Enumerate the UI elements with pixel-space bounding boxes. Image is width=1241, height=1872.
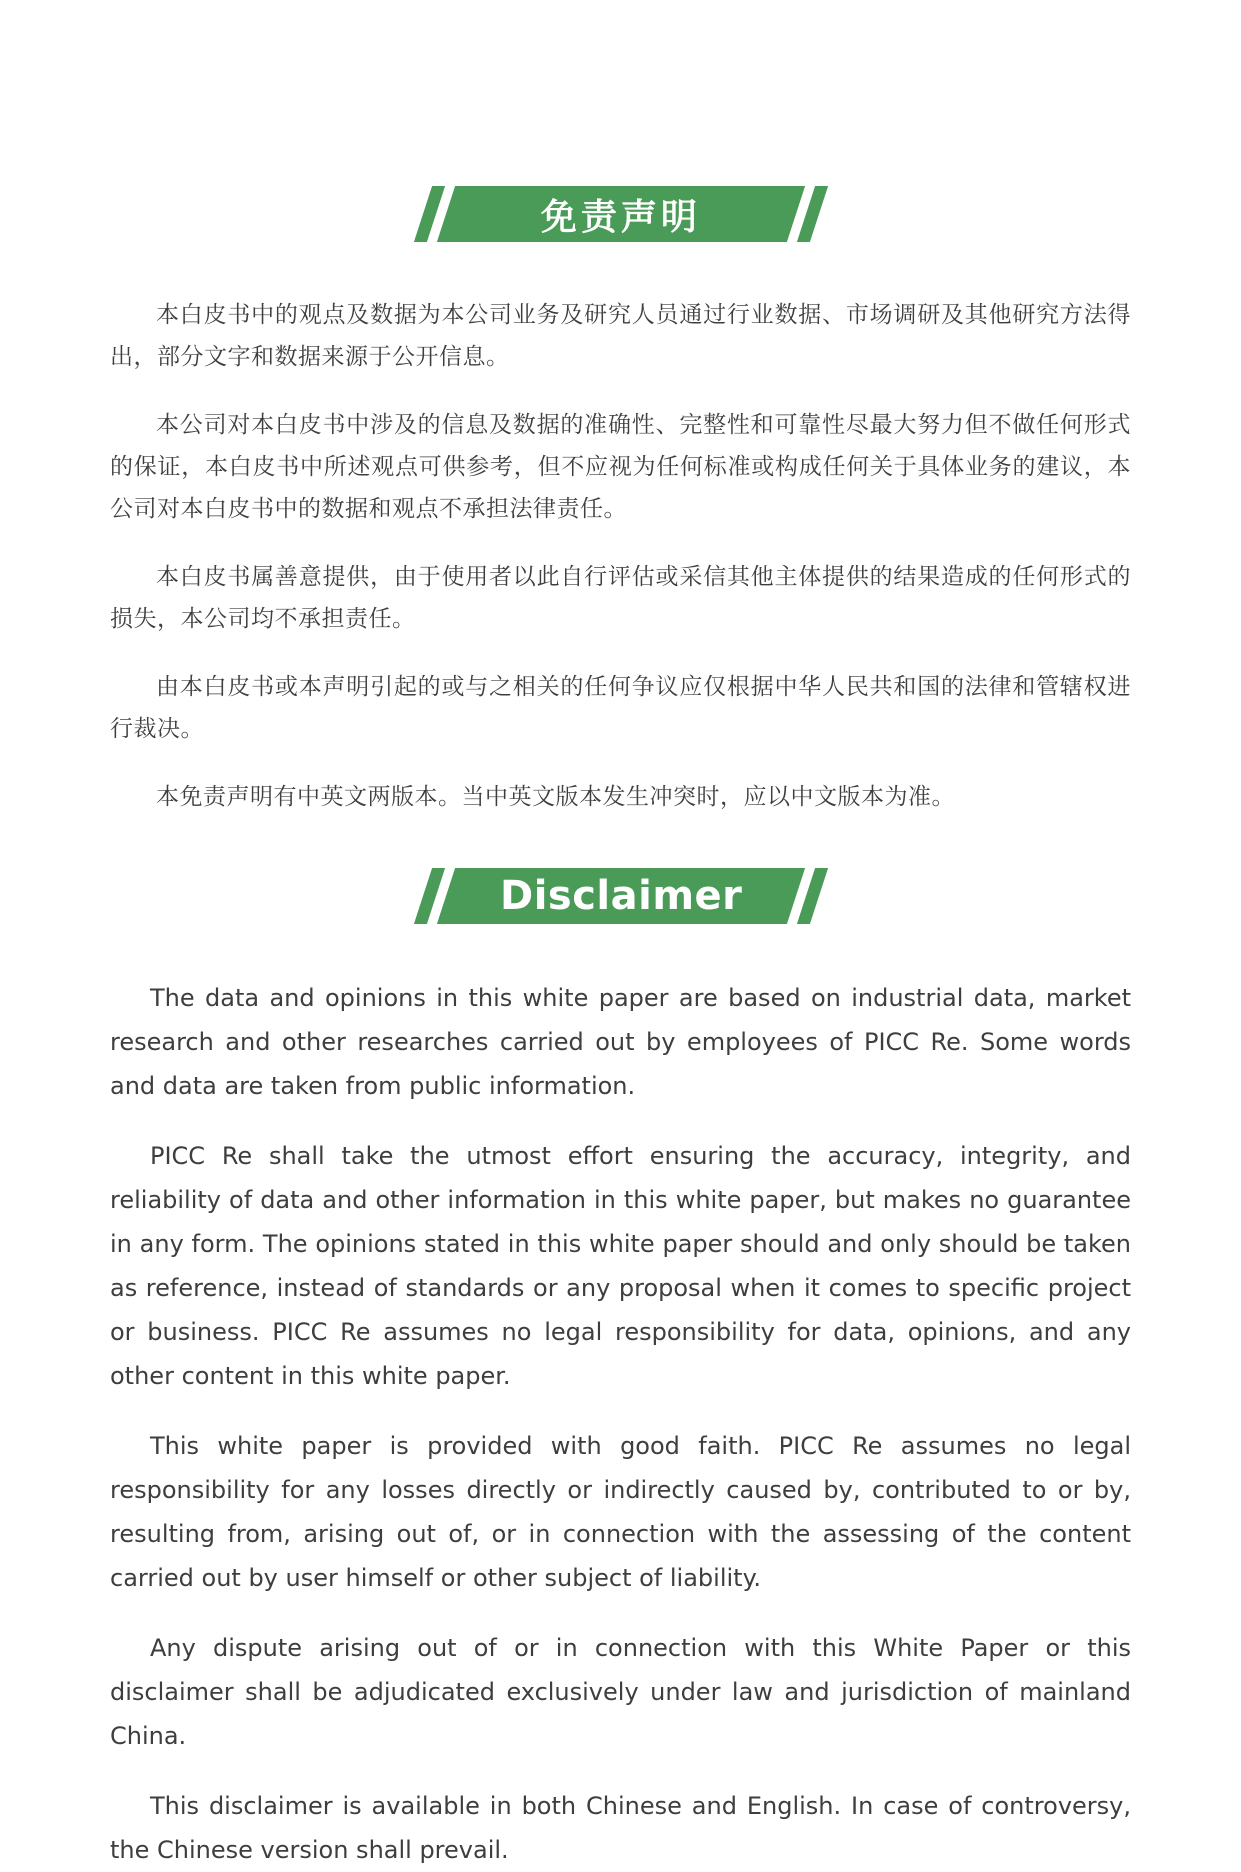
disclaimer-paragraph-cn-4: 由本白皮书或本声明引起的或与之相关的任何争议应仅根据中华人民共和国的法律和管辖权进行裁决。 <box>110 674 1131 742</box>
english-disclaimer-body <box>0 976 1241 1872</box>
disclaimer-paragraph-cn-2: 本公司对本白皮书中涉及的信息及数据的准确性、完整性和可靠性尽最大努力但不做任何形式的保证，本白皮书中所述观点可供参考，但不应视为任何标准或构成任何关于具体业务的建议，本公司对本白皮书中的数据和观点不承担法律责任。 <box>110 412 1131 522</box>
disclaimer-paragraph-en-2: PICC Re shall take the utmost effort ensuring the accuracy, integrity, and reliability of data and other information in this white paper, but makes no guarantee in any form. The opinions stated in this white paper should and only should be taken as reference, instead of standards or any proposal when it comes to specific project or business. PICC Re assumes no legal responsibility for data, opinions, and any other content in this white paper. <box>110 1142 1131 1390</box>
chinese-section-banner-row <box>0 186 1241 242</box>
disclaimer-paragraph-en-1: The data and opinions in this white paper are based on industrial data, market research and other researches carried out by employees of PICC Re. Some words and data are taken from public information. <box>110 984 1131 1100</box>
english-section-title: Disclaimer <box>499 873 742 919</box>
chinese-section-title: 免责声明 <box>540 196 701 238</box>
chinese-disclaimer-body <box>0 294 1241 818</box>
english-section-banner <box>423 868 819 924</box>
disclaimer-paragraph-cn-5: 本免责声明有中英文两版本。当中英文版本发生冲突时，应以中文版本为准。 <box>156 784 955 810</box>
disclaimer-paragraph-cn-3: 本白皮书属善意提供，由于使用者以此自行评估或采信其他主体提供的结果造成的任何形式的损失，本公司均不承担责任。 <box>110 564 1131 632</box>
disclaimer-paragraph-en-3: This white paper is provided with good faith. PICC Re assumes no legal responsibility for any losses directly or indirectly caused by, contributed to or by, resulting from, arising out of, or in connection with the assessing of the content carried out by user himself or other subject of liability. <box>110 1432 1131 1592</box>
disclaimer-paragraph-en-5: This disclaimer is available in both Chinese and English. In case of controversy, the Chinese version shall prevail. <box>110 1792 1131 1864</box>
banner-body <box>436 186 804 242</box>
chinese-section-banner <box>423 186 819 242</box>
disclaimer-paragraph-cn-1: 本白皮书中的观点及数据为本公司业务及研究人员通过行业数据、市场调研及其他研究方法得出，部分文字和数据来源于公开信息。 <box>110 302 1131 370</box>
disclaimer-paragraph-en-4: Any dispute arising out of or in connection with this White Paper or this disclaimer shall be adjudicated exclusively under law and jurisdiction of mainland China. <box>110 1634 1131 1750</box>
document-page <box>0 186 1241 1870</box>
english-section-banner-row <box>0 868 1241 924</box>
banner-body <box>436 868 804 924</box>
